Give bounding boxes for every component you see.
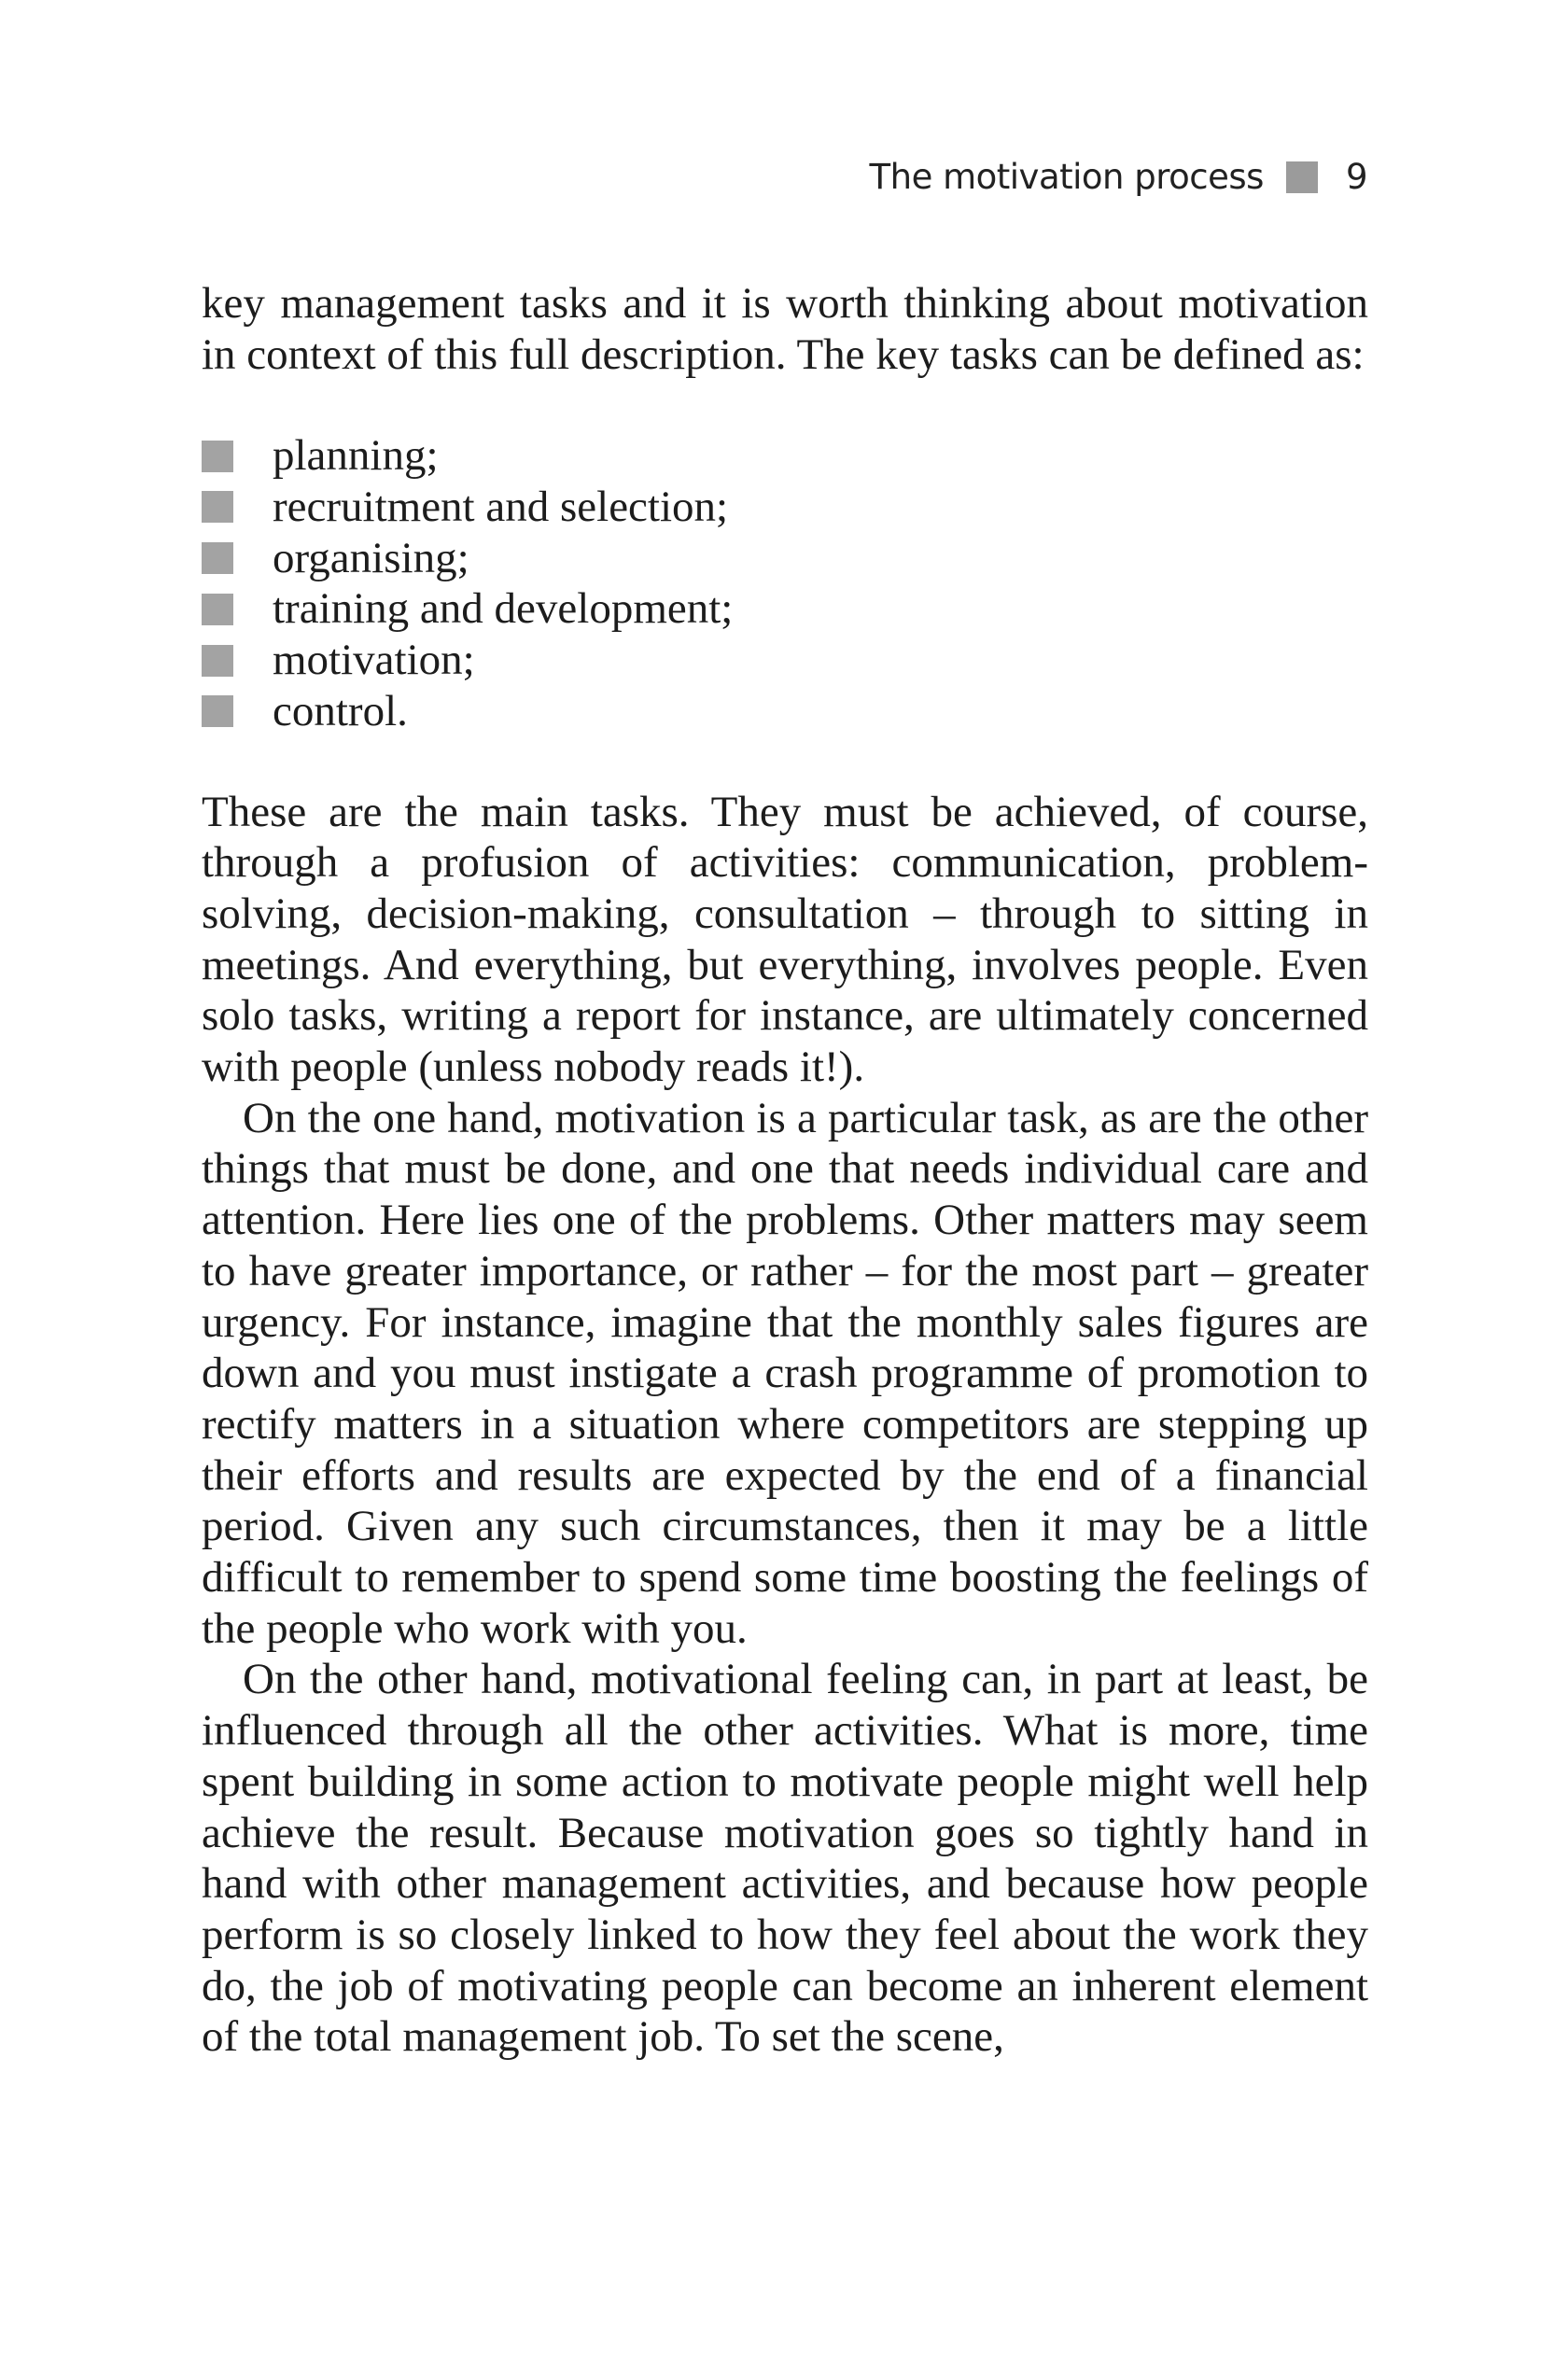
list-item	[202, 533, 1368, 584]
list-item	[202, 686, 1368, 737]
list-item-label: organising;	[273, 533, 469, 582]
square-bullet-icon	[202, 491, 233, 523]
list-item-label: motivation;	[273, 636, 475, 685]
running-title: The motivation process	[869, 157, 1264, 197]
list-item-label: planning;	[273, 431, 439, 481]
list-item-label: recruitment and selection;	[273, 483, 729, 532]
list-item-label: control.	[273, 686, 408, 735]
list-item	[202, 430, 1368, 482]
square-bullet-icon	[202, 695, 233, 727]
paragraph-main-tasks: These are the main tasks. They must be achieved, of course, through a profusion of activities: communication, problem-solving, decision-making, consultation – through to sitting in meetings. And everything, but everything, involves people. Even solo tasks, writing a report for instance, are ultimately concerned with people (unless nobody reads it!).	[202, 787, 1368, 1092]
body-text	[202, 278, 1368, 2063]
page-number: 9	[1345, 157, 1367, 197]
square-bullet-icon	[202, 594, 233, 625]
header-square-icon	[1286, 161, 1318, 193]
list-item	[202, 583, 1368, 635]
list-item-label: training and development;	[273, 584, 734, 634]
paragraph-other-hand: On the other hand, motivational feeling can, in part at least, be influenced through all the other activities. What is more, time spent building in some action to motivate people might well help achieve the result. Because motivation goes so tightly hand in hand with other management activities, and because how people perform is so closely linked to how they feel about the work they do, the job of motivating people can become an inherent element of the total management job. To set the scene,	[202, 1655, 1368, 2062]
square-bullet-icon	[202, 645, 233, 677]
square-bullet-icon	[202, 542, 233, 574]
paragraph-one-hand: On the one hand, motivation is a particular task, as are the other things that must be done, and one that needs individual care and attention. Here lies one of the problems. Other matters may seem to have greater importance, or rather – for the most part – greater urgency. For instance, imagine that the monthly sales figures are down and you must instigate a crash programme of promotion to rectify matters in a situation where competitors are stepping up their efforts and results are expected by the end of a financial period. Given any such circumstances, then it may be a little difficult to remember to spend some time boosting the feelings of the people who work with you.	[202, 1093, 1368, 1653]
running-header	[870, 157, 1367, 197]
intro-paragraph: key management tasks and it is worth thinking about motivation in context of this full description. The key tasks can be defined as:	[202, 279, 1368, 379]
list-item	[202, 482, 1368, 533]
list-item	[202, 635, 1368, 686]
key-tasks-list	[202, 430, 1368, 736]
square-bullet-icon	[202, 441, 233, 472]
